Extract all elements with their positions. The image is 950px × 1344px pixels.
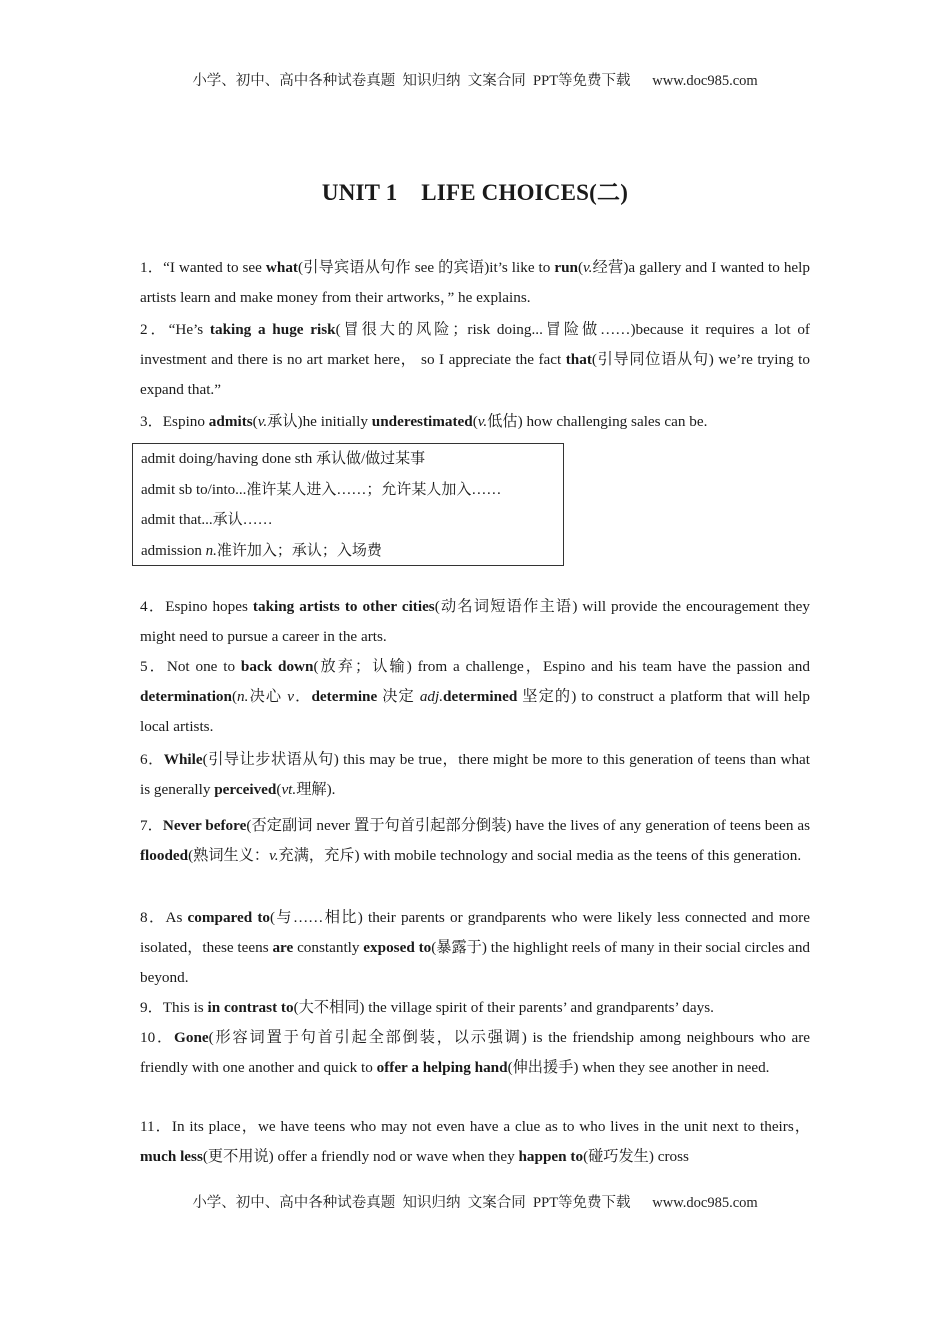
list-item: 5．Not one to back down(放弃；认输) from a challenge，Espino and his team have the passion and determination(n.决心 v．determine 决定 adj.determined 坚定的) to construct a platform that will help local artists. <box>140 658 811 735</box>
list-item: 1．“I wanted to see what(引导宾语从句作 see 的宾语)it’s like to run(v.经营)a gallery and I wanted to help artists learn and make money from their artworks，” he explains. <box>140 259 810 306</box>
list-item: 11．In its place，we have teens who may not even have a clue as to who lives in the unit next to theirs，much less(更不用说) offer a friendly nod or wave when they happen to(碰巧发生) cross <box>140 1118 810 1165</box>
list-item: 4．Espino hopes taking artists to other cities(动名词短语作主语) will provide the encouragement they might need to pursue a career in the arts. <box>140 598 810 645</box>
list-item: 8．As compared to(与……相比) their parents or grandparents who were likely less connected and more isolated，these teens are constantly exposed to(暴露于) the highlight reels of many in their social circles and beyond. <box>140 909 811 986</box>
note-line: admission n.准许加入；承认；入场费 <box>141 542 382 559</box>
list-item: 10．Gone(形容词置于句首引起全部倒装，以示强调) is the friendship among neighbours who are friendly with one another and quick to offer a helping hand(伸出援手) when they see another in need. <box>140 1029 810 1076</box>
list-item: 2．“He’s taking a huge risk(冒很大的风险；risk doing...冒险做……)because it requires a lot of investment and there is no art market here， so I appreciate the fact that(引导同位语从句) we’re trying to expand that.” <box>140 321 810 398</box>
note-line: admit that...承认…… <box>141 512 273 528</box>
note-line: admit sb to/into...准许某人进入……；允许某人加入…… <box>141 481 502 498</box>
note-line: admit doing/having done sth 承认做/做过某事 <box>141 451 426 467</box>
note-box <box>132 443 564 566</box>
list-item: 9．This is in contrast to(大不相同) the village spirit of their parents’ and grandparents’ days. <box>140 999 714 1016</box>
list-item: 6．While(引导让步状语从句) this may be true，there might be more to this generation of teens than what is generally perceived(vt.理解). <box>140 751 810 798</box>
page-header: 小学、初中、高中各种试卷真题 知识归纳 文案合同 PPT等免费下载 www.doc985.com <box>192 73 758 89</box>
page-footer: 小学、初中、高中各种试卷真题 知识归纳 文案合同 PPT等免费下载 www.doc985.com <box>192 1195 758 1211</box>
list-item: 7．Never before(否定副词 never 置于句首引起部分倒装) have the lives of any generation of teens been as flooded(熟词生义：v.充满，充斥) with mobile technology and social media as the teens of this generation. <box>140 817 810 864</box>
list-item: 3．Espino admits(v.承认)he initially underestimated(v.低估) how challenging sales can be. <box>140 413 708 430</box>
page-title: UNIT 1 LIFE CHOICES(二) <box>321 180 629 205</box>
